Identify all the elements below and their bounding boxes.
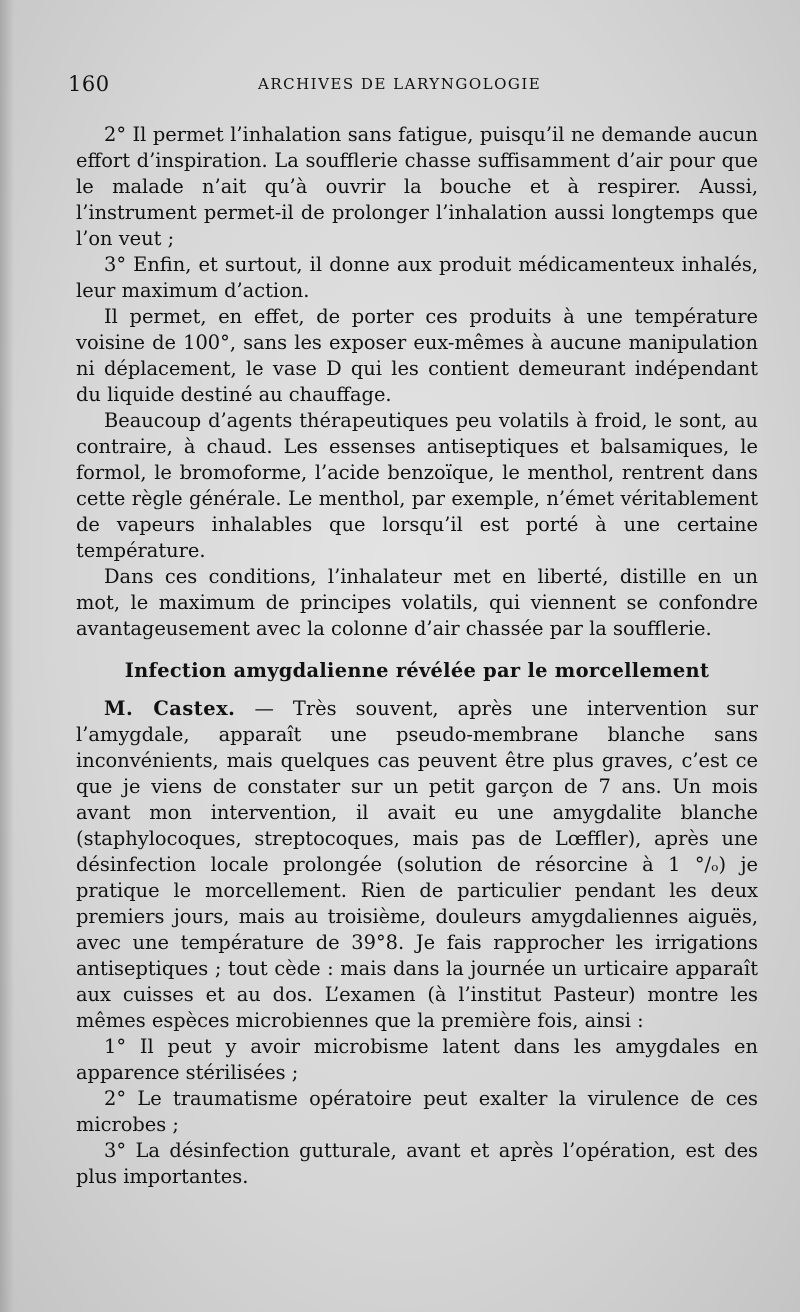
page-header [68,72,758,102]
paragraph-point-1: 1° Il peut y avoir microbisme latent dans les amygdales en apparence stérilisées ; [76,1035,758,1084]
speaker-name: M. Castex. [104,697,236,720]
paragraph-conditions: Dans ces conditions, l’inhalateur met en liberté, distille en un mot, le maximum de principes volatils, qui viennent se confondre avantageusement avec la colonne d’air chassée par la soufflerie. [76,565,758,640]
paragraph-volatile-agents: Beaucoup d’agents thérapeutiques peu volatils à froid, le sont, au contraire, à chaud. Les essenses antiseptiques et balsamiques, le formol, le bromoforme, l’acide benzoïque, le menthol, rentrent dans cette règle générale. Le menthol, par exemple, n’émet véritablement de vapeurs inhalables que lorsqu’il est porté à une certaine température. [76,409,758,562]
paragraph-inhalation-fatigue: 2° Il permet l’inhalation sans fatigue, puisqu’il ne demande aucun effort d’inspiration. La soufflerie chasse suffisamment d’air pour que le malade n’ait qu’à ouvrir la bouche et à respirer. Aussi, l’instrument permet-il de prolonger l’inhalation aussi longtemps que l’on veut ; [76,123,758,250]
page-edge-shadow [0,0,14,1312]
paragraph-castex [76,696,758,1034]
body-text [76,122,758,1190]
paragraph-castex-text: — Très souvent, après une intervention sur l’amygdale, apparaît une pseudo-membrane blanche sans inconvénients, mais quelques cas peuvent être plus graves, c’est ce que je viens de constater sur un petit garçon de 7 ans. Un mois avant mon intervention, il avait eu une amygdalite blanche (staphylocoques, streptocoques, mais pas de Lœffler), après une désinfection locale prolongée (solution de résorcine à 1 °/ₒ) je pratique le morcellement. Rien de particulier pendant les deux premiers jours, mais au troisième, douleurs amygdaliennes aiguës, avec une température de 39°8. Je fais rapprocher les irrigations antiseptiques ; tout cède : mais dans la journée un urticaire apparaît aux cuisses et au dos. L’examen (à l’institut Pasteur) montre les mêmes espèces microbiennes que la première fois, ainsi : [76,697,758,1032]
running-head: ARCHIVES DE LARYNGOLOGIE [258,75,542,93]
paragraph-temperature: Il permet, en effet, de porter ces produits à une température voisine de 100°, sans les exposer eux-mêmes à aucune manipulation ni déplacement, le vase D qui les contient demeurant indépendant du liquide destiné au chauffage. [76,305,758,406]
paragraph-point-3: 3° La désinfection gutturale, avant et après l’opération, est des plus importantes. [76,1139,758,1188]
paragraph-maximum-action: 3° Enfin, et surtout, il donne aux produit médicamenteux inhalés, leur maximum d’action. [76,253,758,302]
paragraph-point-2: 2° Le traumatisme opératoire peut exalter la virulence de ces microbes ; [76,1087,758,1136]
page-number: 160 [68,72,110,96]
section-title: Infection amygdalienne révélée par le morcellement [124,659,710,682]
